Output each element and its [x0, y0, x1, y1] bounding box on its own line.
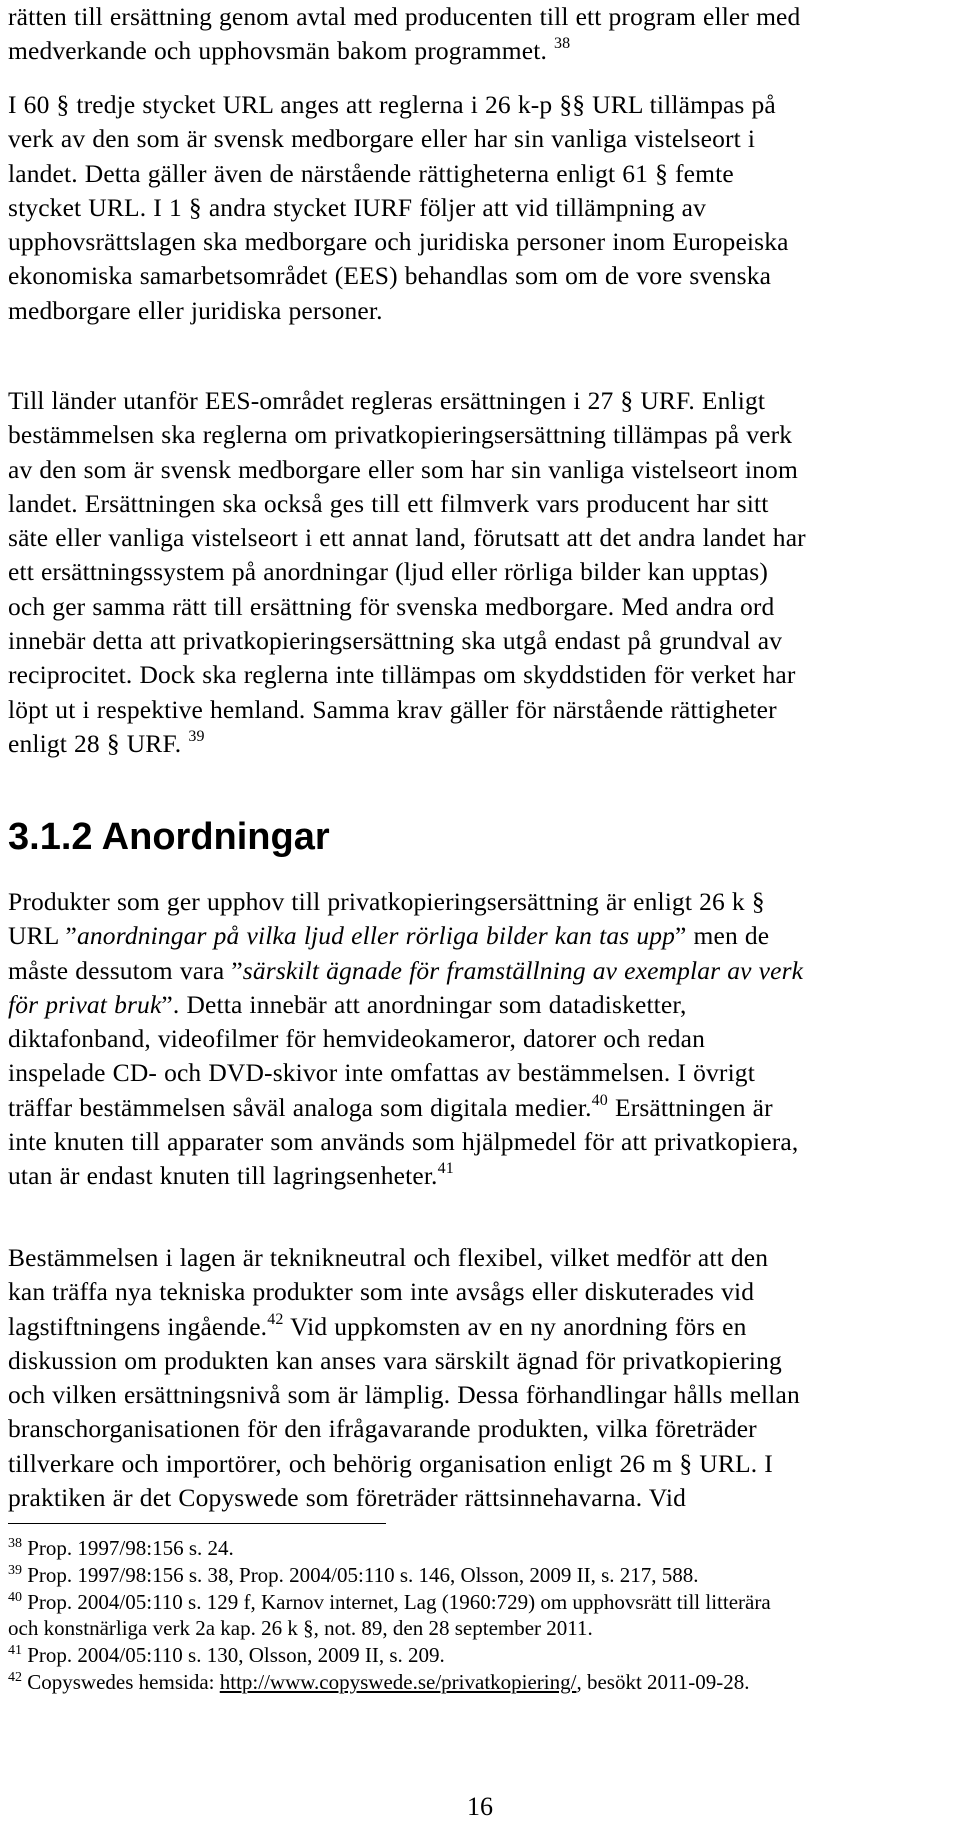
- footnote-ref-41[interactable]: 41: [437, 1160, 454, 1178]
- footnote-divider: [8, 1523, 386, 1524]
- page-number: 16: [467, 1792, 493, 1821]
- text-line: säte eller vanliga vistelseort i ett annat land, förutsatt att det andra landet har: [8, 523, 806, 553]
- footnote-39: $^{39}$ Prop. 1997/98:156 s. 38, Prop. 2004/05:110 s. 146, Olsson, 2009 II, s. 217, 588.: [8, 1562, 699, 1587]
- footnote-38: $^{38}$ Prop. 1997/98:156 s. 24.: [8, 1536, 234, 1560]
- text-line: lagstiftningens ingående.$^{42}$ Vid uppkomsten av en ny anordning förs en: [8, 1310, 747, 1341]
- text-line: ekonomiska samarbetsområdet (EES) behandlas som om de vore svenska: [8, 261, 772, 291]
- text-line: löpt ut i respektive hemland. Samma krav gäller för närstående rättigheter: [8, 694, 777, 724]
- text-line: stycket URL. I 1 § andra stycket IURF följer att vid tillämpning av: [8, 192, 707, 222]
- text-line: diskussion om produkten kan anses vara särskilt ägnad för privatkopiering: [8, 1345, 782, 1375]
- text-line: utan är endast knuten till lagringsenheter.$^{41}$: [8, 1160, 454, 1191]
- footnote-ref-42[interactable]: 42: [267, 1310, 284, 1328]
- text-line: Produkter som ger upphov till privatkopieringsersättning är enligt 26 k §: [8, 887, 765, 916]
- text-line: inte knuten till apparater som används som hjälpmedel för att privatkopiera,: [8, 1127, 799, 1157]
- italic-quote: anordningar på vilka ljud eller rörliga bilder kan tas upp: [77, 921, 676, 951]
- text-line: och ger samma rätt till ersättning för svenska medborgare. Med andra ord: [8, 591, 775, 621]
- paragraph-4: [8, 885, 958, 1194]
- text-line: av den som är svensk medborgare eller som har sin vanliga vistelseort inom: [8, 454, 798, 484]
- text-line: Till länder utanför EES-området regleras ersättningen i 27 § URF. Enligt: [8, 386, 766, 415]
- copyswede-link[interactable]: http://www.copyswede.se/privatkopiering/: [219, 1669, 577, 1694]
- footnote-42: $^{42}$ Copyswedes hemsida: http://www.copyswede.se/privatkopiering/, besökt 2011-09-28.: [8, 1669, 750, 1694]
- text-line: bestämmelsen ska reglerna om privatkopieringsersättning tillämpas på verk: [8, 420, 793, 450]
- text-line: landet. Detta gäller även de närstående rättigheterna enligt 61 § femte: [8, 158, 734, 188]
- text-line: medborgare eller juridiska personer.: [8, 295, 383, 325]
- paragraph-1: [8, 0, 958, 69]
- text-line: reciprocitet. Dock ska reglerna inte tillämpas om skyddstiden för verket har: [8, 660, 796, 690]
- italic-quote: för privat bruk: [8, 989, 162, 1019]
- text-line: URL ”anordningar på vilka ljud eller rörliga bilder kan tas upp” men de: [8, 921, 770, 951]
- text-line: och vilken ersättningsnivå som är lämplig. Dessa förhandlingar hålls mellan: [8, 1380, 800, 1410]
- section-heading: 3.1.2 Anordningar: [8, 816, 330, 858]
- text-line: branschorganisationen för den ifrågavarande produkten, vilka företräder: [8, 1414, 757, 1444]
- text-line: verk av den som är svensk medborgare eller har sin vanliga vistelseort i: [8, 124, 756, 154]
- text-line: tillverkare och importörer, och behörig organisation enligt 26 m § URL. I: [8, 1448, 773, 1478]
- text-line: medverkande och upphovsmän bakom programmet. $^{38}$: [8, 35, 571, 66]
- text-line: Bestämmelsen i lagen är teknikneutral och flexibel, vilket medför att den: [8, 1243, 769, 1272]
- paragraph-5: [8, 1241, 958, 1515]
- footnote-ref-39[interactable]: 39: [188, 727, 205, 745]
- text-line: inspelade CD- och DVD-skivor inte omfattas av bestämmelsen. I övrigt: [8, 1058, 755, 1088]
- paragraph-2: [8, 88, 958, 328]
- text-line: diktafonband, videofilmer för hemvideokameror, datorer och redan: [8, 1024, 705, 1054]
- text-line: landet. Ersättningen ska också ges till ett filmverk vars producent har sitt: [8, 488, 769, 518]
- text-line: innebär detta att privatkopieringsersättning ska utgå endast på grundval av: [8, 626, 783, 656]
- text-line: för privat bruk”. Detta innebär att anordningar som datadisketter,: [8, 989, 687, 1019]
- footnote-40: $^{40}$ Prop. 2004/05:110 s. 129 f, Karnov internet, Lag (1960:729) om upphovsrätt till litterära: [8, 1589, 771, 1614]
- text-line: rätten till ersättning genom avtal med producenten till ett program eller med: [8, 2, 801, 31]
- text-line: enligt 28 § URF. $^{39}$: [8, 727, 205, 758]
- text-line: praktiken är det Copyswede som företräder rättsinnehavarna. Vid: [8, 1483, 686, 1513]
- text-line: träffar bestämmelsen såväl analoga som digitala medier.$^{40}$ Ersättningen är: [8, 1091, 773, 1122]
- text-line: upphovsrättslagen ska medborgare och juridiska personer inom Europeiska: [8, 227, 789, 257]
- text-line: I 60 § tredje stycket URL anges att reglerna i 26 k-p §§ URL tillämpas på: [8, 90, 776, 119]
- footnote-ref-38[interactable]: 38: [554, 35, 571, 53]
- footnote-41: $^{41}$ Prop. 2004/05:110 s. 130, Olsson, 2009 II, s. 209.: [8, 1643, 445, 1668]
- footnote-ref-40[interactable]: 40: [591, 1091, 608, 1109]
- footnotes: [8, 1535, 958, 1696]
- footnote-40-continued: och konstnärliga verk 2a kap. 26 k §, not. 89, den 28 september 2011.: [8, 1616, 593, 1641]
- text-line: kan träffa nya tekniska produkter som inte avsågs eller diskuterades vid: [8, 1277, 755, 1307]
- paragraph-3: [8, 384, 958, 761]
- text-line: måste dessutom vara ”särskilt ägnade för framställning av exemplar av verk: [8, 955, 804, 985]
- italic-quote: särskilt ägnade för framställning av exemplar av verk: [242, 955, 804, 985]
- text-line: ett ersättningssystem på anordningar (ljud eller rörliga bilder kan upptas): [8, 557, 768, 587]
